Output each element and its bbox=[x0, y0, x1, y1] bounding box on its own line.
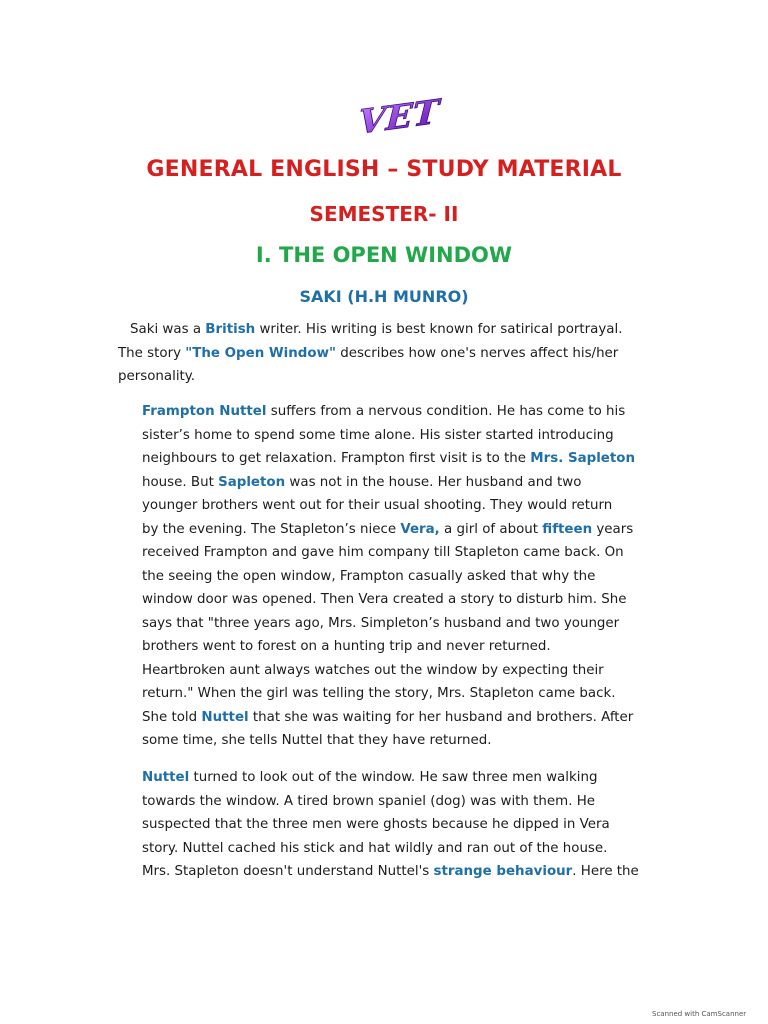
highlight-fifteen: fifteen bbox=[542, 521, 593, 537]
text-span: Mrs. Stapleton doesn't understand Nuttel's bbox=[142, 864, 434, 879]
story-title: I. THE OPEN WINDOW bbox=[255, 243, 513, 267]
text-line bbox=[118, 318, 678, 342]
text-span: The story bbox=[118, 345, 186, 361]
text-line: received Frampton and gave him company till Stapleton came back. On bbox=[142, 545, 624, 560]
text-span: that she was waiting for her husband and brothers. After bbox=[248, 709, 634, 725]
author-heading: SAKI (H.H MUNRO) bbox=[299, 287, 469, 306]
highlight-nuttel: Nuttel bbox=[142, 770, 190, 785]
text-span: was not in the house. Her husband and two bbox=[285, 474, 582, 490]
text-line: return." When the girl was telling the story, Mrs. Stapleton came back. bbox=[142, 686, 616, 701]
vet-logo-icon bbox=[353, 88, 444, 143]
text-line: younger brothers went out for their usual shooting. They would return bbox=[142, 498, 613, 513]
logo bbox=[353, 88, 444, 143]
document-title: GENERAL ENGLISH – STUDY MATERIAL bbox=[146, 157, 622, 182]
highlight-frampton-nuttel: Frampton Nuttel bbox=[142, 404, 267, 419]
highlight-sapleton: Sapleton bbox=[218, 474, 286, 490]
logo-text: VET bbox=[353, 92, 444, 143]
text-line: suspected that the three men were ghosts because he dipped in Vera bbox=[142, 817, 610, 832]
semester-heading: SEMESTER- II bbox=[309, 202, 459, 226]
text-span: She told bbox=[142, 709, 202, 725]
highlight-british: British bbox=[205, 322, 256, 337]
highlight-strange-behaviour: strange behaviour bbox=[433, 864, 573, 879]
summary-paragraph-1 bbox=[142, 400, 682, 753]
text-line: says that "three years ago, Mrs. Simpleton’s husband and two younger bbox=[142, 615, 620, 631]
text-line: brothers went to forest on a hunting trip and never returned. bbox=[142, 639, 551, 654]
text-span: writer. His writing is best known for satirical portrayal. bbox=[255, 322, 623, 337]
highlight-vera: Vera, bbox=[400, 521, 440, 537]
text-span: describes how one's nerves affect his/her bbox=[335, 345, 619, 361]
text-line: some time, she tells Nuttel that they have returned. bbox=[142, 733, 492, 748]
scanner-watermark: Scanned with CamScanner bbox=[652, 1010, 747, 1018]
text-line: Heartbroken aunt always watches out the window by expecting their bbox=[142, 662, 604, 678]
text-line: towards the window. A tired brown spaniel (dog) was with them. He bbox=[142, 793, 596, 809]
text-line bbox=[118, 342, 678, 366]
text-line bbox=[142, 471, 682, 495]
highlight-mrs-sapleton: Mrs. Sapleton bbox=[530, 451, 636, 466]
highlight-story-name: "The Open Window" bbox=[185, 345, 336, 361]
intro-paragraph bbox=[118, 318, 678, 389]
text-span: Saki was a bbox=[130, 322, 206, 337]
text-span: turned to look out of the window. He saw three men walking bbox=[189, 770, 598, 785]
text-line: sister’s home to spend some time alone. His sister started introducing bbox=[142, 427, 614, 443]
text-span: suffers from a nervous condition. He has come to his bbox=[266, 404, 626, 419]
text-line: the seeing the open window, Frampton casually asked that why the bbox=[142, 568, 596, 584]
text-line bbox=[142, 518, 682, 542]
text-span: neighbours to get relaxation. Frampton first visit is to the bbox=[142, 451, 531, 466]
text-line: personality. bbox=[118, 369, 196, 384]
text-line: window door was opened. Then Vera created a story to disturb him. She bbox=[142, 592, 627, 607]
text-span: by the evening. The Stapleton’s niece bbox=[142, 521, 401, 537]
text-span: a girl of about bbox=[439, 521, 543, 537]
highlight-nuttel: Nuttel bbox=[201, 709, 249, 725]
text-line bbox=[142, 447, 682, 471]
text-span: years bbox=[592, 521, 634, 537]
text-line bbox=[142, 860, 682, 884]
text-line: story. Nuttel cached his stick and hat wildly and ran out of the house. bbox=[142, 840, 608, 856]
text-line bbox=[142, 706, 682, 730]
text-span: . Here the bbox=[572, 864, 639, 879]
text-line bbox=[142, 766, 682, 790]
text-span: house. But bbox=[142, 474, 219, 490]
summary-paragraph-2 bbox=[142, 766, 682, 884]
text-line bbox=[142, 400, 682, 424]
